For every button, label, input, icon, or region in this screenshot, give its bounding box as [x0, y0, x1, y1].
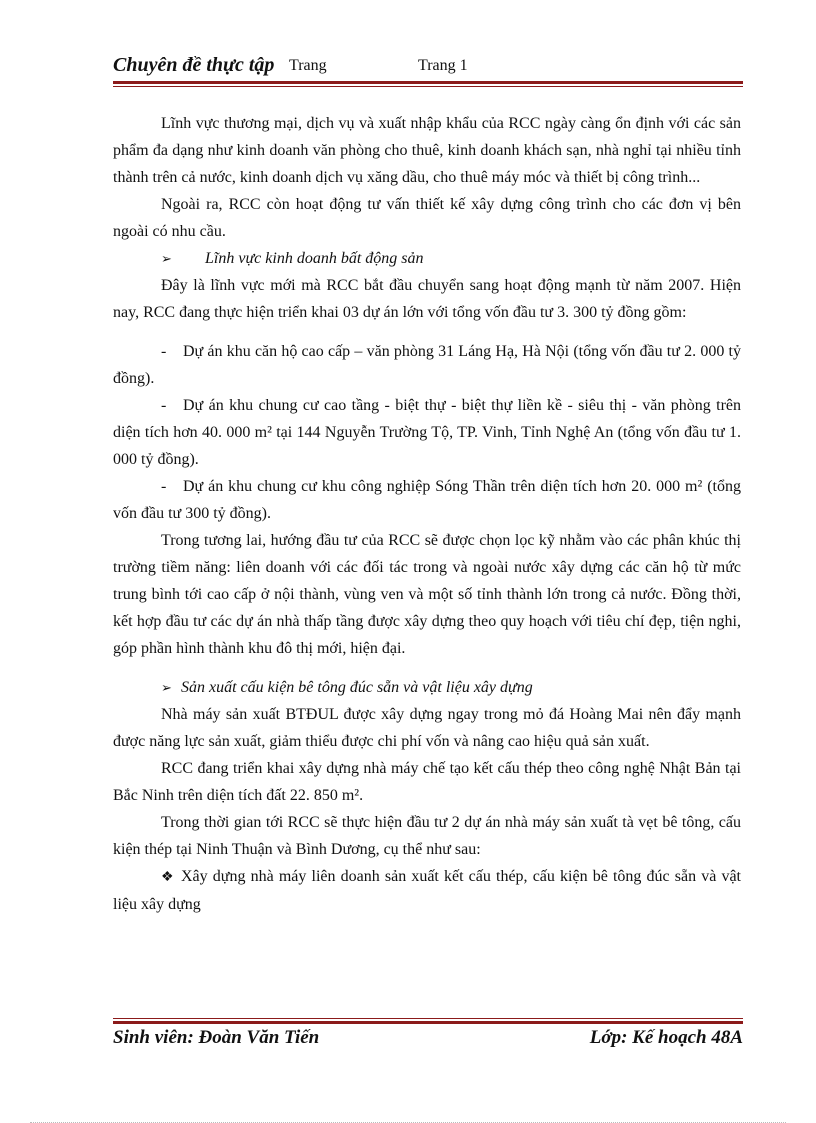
- page-header: [113, 52, 743, 80]
- list-item-text: Dự án khu chung cư khu công nghiệp Sóng Thần trên diện tích hơn 20. 000 m² (tổng vốn đầu tư 300 tỷ đồng).: [113, 478, 741, 522]
- section-heading-text: Sản xuất cấu kiện bê tông đúc sẵn và vật liệu xây dựng: [181, 679, 533, 696]
- dash-list-item: [113, 473, 741, 527]
- arrow-bullet-icon: ➢: [161, 251, 172, 266]
- paragraph: RCC đang triển khai xây dựng nhà máy chế tạo kết cấu thép theo công nghệ Nhật Bản tại Bắc Ninh trên diện tích đất 22. 850 m².: [113, 760, 741, 804]
- dash-list-item: [113, 392, 741, 473]
- dash-marker: -: [161, 397, 167, 414]
- footer-student-name: Sinh viên: Đoàn Văn Tiến: [113, 1027, 320, 1048]
- footer-class-name: Lớp: Kế hoạch 48A: [589, 1027, 743, 1048]
- dash-list-item: [113, 338, 741, 392]
- section-heading-concrete: [113, 674, 741, 701]
- header-rule-thick: [113, 81, 743, 84]
- diamond-list-item: [113, 863, 741, 918]
- paragraph: Trong tương lai, hướng đầu tư của RCC sẽ được chọn lọc kỹ nhằm vào các phân khúc thị trường tiềm năng: liên doanh với các đối tác trong và ngoài nước xây dựng các căn hộ từ mức trung bình tới cao cấp ở nội thành, vùng ven và một số tỉnh thành lớn trong cả nước. Đồng thời, kết hợp đầu tư các dự án nhà thấp tầng được xây dựng theo quy hoạch với tiêu chí đẹp, tiện nghi, góp phần hình thành khu đô thị mới, hiện đại.: [113, 532, 741, 657]
- list-item-text: Dự án khu căn hộ cao cấp – văn phòng 31 Láng Hạ, Hà Nội (tổng vốn đầu tư 2. 000 tỷ đồng).: [113, 343, 741, 387]
- header-title: Chuyên đề thực tập: [113, 54, 275, 76]
- diamond-bullet-icon: ❖: [161, 870, 174, 885]
- list-item-text: Dự án khu chung cư cao tầng - biệt thự - biệt thự liền kề - siêu thị - văn phòng trên diện tích hơn 40. 000 m² tại 144 Nguyễn Trường Tộ, TP. Vinh, Tỉnh Nghệ An (tổng vốn đầu tư 1. 000 tỷ đồng).: [113, 397, 741, 468]
- header-trang-label: Trang: [289, 57, 327, 74]
- header-rule-thin: [113, 86, 743, 87]
- paragraph: Ngoài ra, RCC còn hoạt động tư vấn thiết kế xây dựng công trình cho các đơn vị bên ngoài có nhu cầu.: [113, 196, 741, 240]
- page-footer: [113, 1027, 743, 1057]
- paragraph: Nhà máy sản xuất BTĐUL được xây dựng ngay trong mỏ đá Hoàng Mai nên đẩy mạnh được năng lực sản xuất, giảm thiểu được chi phí vốn và nâng cao hiệu quả sản xuất.: [113, 706, 741, 750]
- paragraph: Đây là lĩnh vực mới mà RCC bắt đầu chuyển sang hoạt động mạnh từ năm 2007. Hiện nay, RCC đang thực hiện triển khai 03 dự án lớn với tổng vốn đầu tư 3. 300 tỷ đồng gồm:: [113, 277, 741, 321]
- header-page-number: Trang 1: [418, 57, 468, 74]
- paragraph: Trong thời gian tới RCC sẽ thực hiện đầu tư 2 dự án nhà máy sản xuất tà vẹt bê tông, cấu kiện thép tại Ninh Thuận và Bình Dương, cụ thể như sau:: [113, 814, 741, 858]
- footer-rule-thin: [113, 1018, 743, 1019]
- footer-rule-thick: [113, 1021, 743, 1024]
- list-item-text: Xây dựng nhà máy liên doanh sản xuất kết cấu thép, cấu kiện bê tông đúc sẵn và vật liệu xây dựng: [113, 868, 741, 913]
- paragraph: Lĩnh vực thương mại, dịch vụ và xuất nhập khẩu của RCC ngày càng ổn định với các sản phẩm đa dạng như kinh doanh văn phòng cho thuê, kinh doanh khách sạn, nhà nghỉ tại nhiều tỉnh thành trên cả nước, kinh doanh dịch vụ xăng dầu, cho thuê máy móc và thiết bị công trình...: [113, 115, 741, 186]
- document-body: [113, 110, 741, 918]
- section-heading-text: Lĩnh vực kinh doanh bất động sản: [205, 250, 424, 267]
- dash-marker: -: [161, 478, 167, 495]
- arrow-bullet-icon: ➢: [161, 680, 172, 695]
- section-heading-real-estate: [113, 245, 741, 272]
- dash-marker: -: [161, 343, 167, 360]
